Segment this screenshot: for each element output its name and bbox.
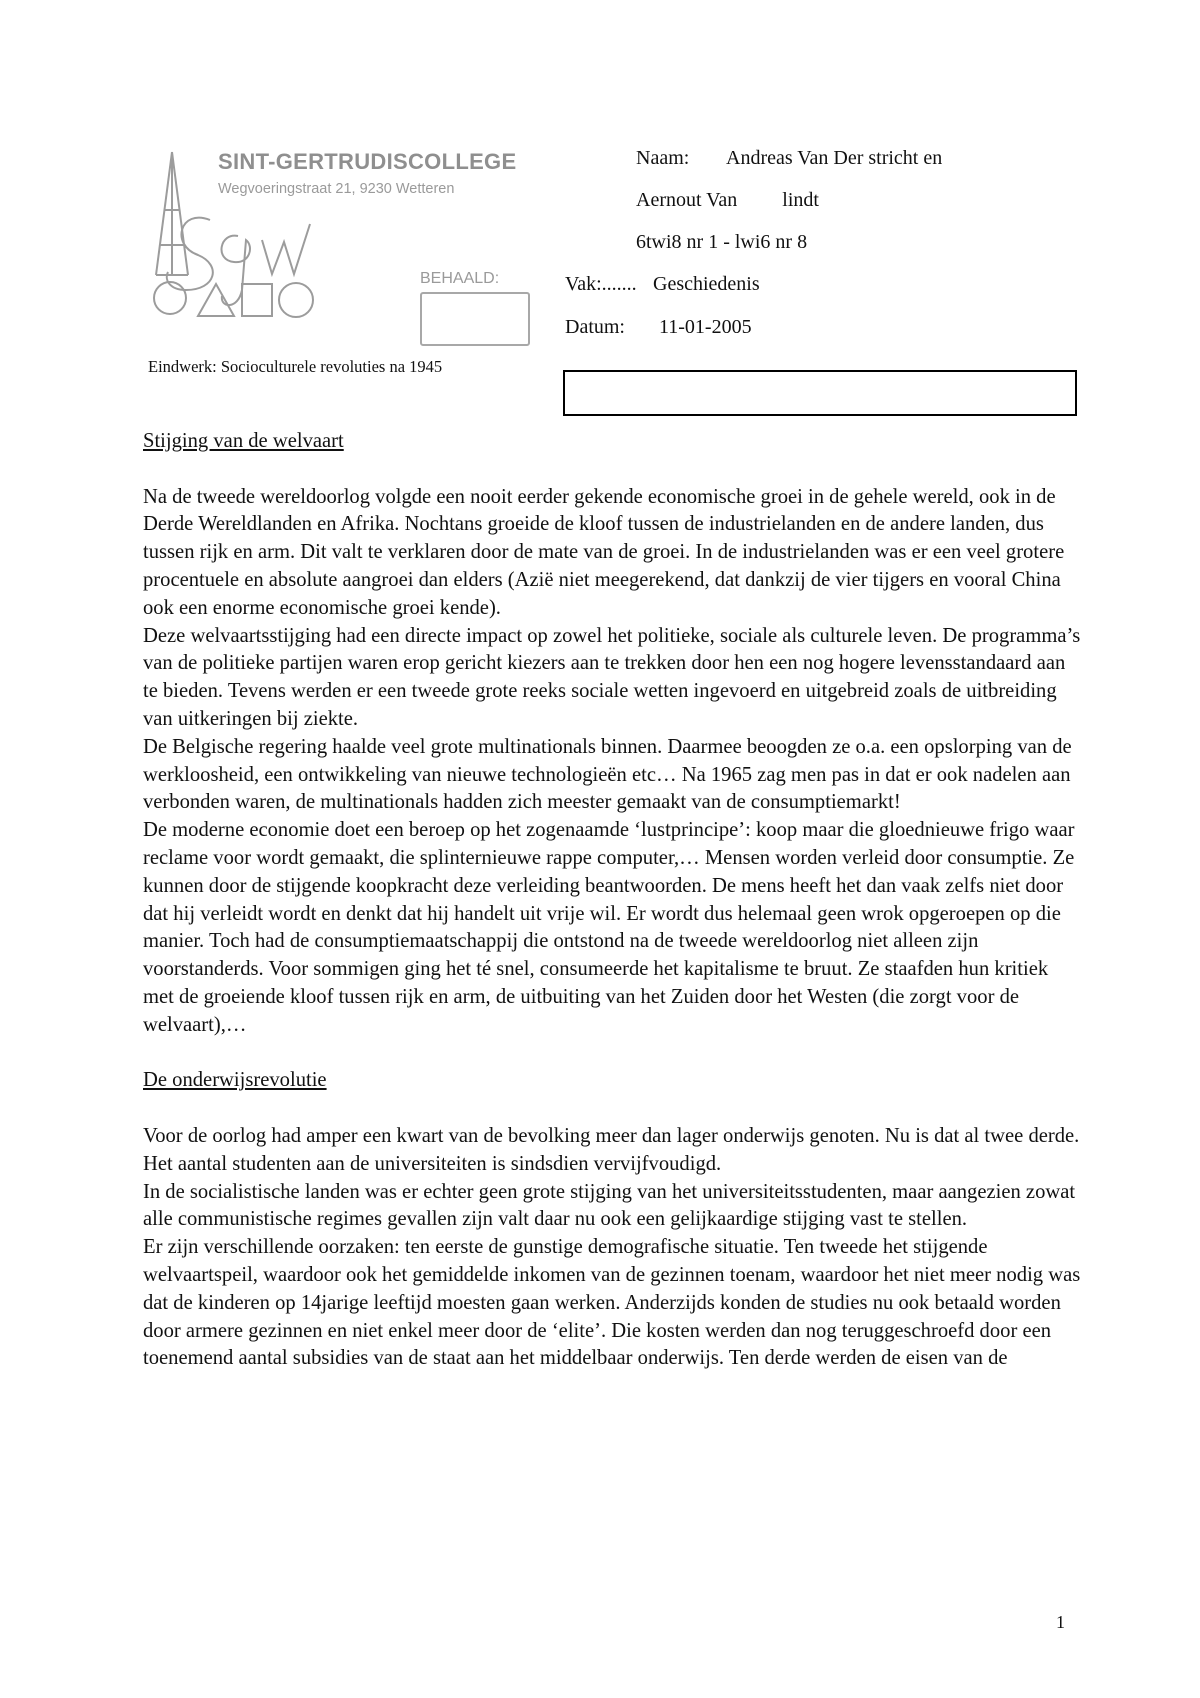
school-name: SINT-GERTRUDISCOLLEGE — [218, 149, 517, 174]
section-onderwijsrevolutie — [143, 1067, 1083, 1373]
paragraph: Na de tweede wereldoorlog volgde een nooit eerder gekende economische groei in de gehele wereld, ook in de Derde Wereldlanden en Afrika. Nochtans groeide de kloof tussen de industrielanden en de andere landen, dus tussen rijk en arm. Dit valt te verklaren door de mate van de groei. In de industrielanden was er een veel grotere procentuele en absolute aangroei dan elders (Azië niet meegerekend, dat dankzij de vier tijgers en vooral China ook een enorme economische groei kende). — [143, 485, 1065, 619]
paragraph: De moderne economie doet een beroep op het zogenaamde ‘lustprincipe’: koop maar die gloednieuwe frigo waar reclame voor wordt gemaakt, die splinternieuwe rappe computer,… Mensen worden verleid door consumptie. Ze kunnen door de stijgende koopkracht deze verleiding beantwoorden. De mens heeft het dan vaak zelfs niet door dat hij verleidt wordt en denkt dat hij handelt uit vrije wil. Er wordt dus helemaal geen wrok opgeroepen op die manier. Toch had de consumptiemaatschappij die ontstond na de tweede wereldoorlog niet alleen zijn voorstanderds. Voor sommigen ging het té snel, consumeerde het kapitalisme te bruut. Ze staafden hun kritiek met de groeiende kloof tussen rijk en arm, de uitbuiting van het Zuiden door het Westen (die zorgt voor de welvaart),… — [143, 819, 1075, 1036]
naam-label: Naam: — [636, 147, 690, 169]
naam-value-2: Aernout Van lindt — [636, 189, 819, 211]
section-heading: Stijging van de welvaart — [143, 430, 344, 452]
behaald-score-box — [420, 292, 530, 346]
page-number: 1 — [1056, 1612, 1065, 1632]
paragraph: Voor de oorlog had amper een kwart van de bevolking meer dan lager onderwijs genoten. Nu is dat al twee derde. Het aantal studenten aan de universiteiten is sindsdien vervijfvoudigd. — [143, 1124, 1080, 1175]
eindwerk-title: Eindwerk: Socioculturele revoluties na 1945 — [148, 357, 443, 376]
datum-value: 11-01-2005 — [659, 316, 752, 338]
behaald-label: BEHAALD: — [420, 270, 500, 287]
section-heading: De onderwijsrevolutie — [143, 1069, 327, 1092]
klas-value: 6twi8 nr 1 - lwi6 nr 8 — [636, 231, 808, 253]
document-body — [143, 428, 1083, 1373]
vak-label: Vak:....... — [565, 273, 637, 295]
section-welvaart — [143, 428, 1083, 1040]
paragraph: Deze welvaartsstijging had een directe impact op zowel het politieke, sociale als culturele leven. De programma’s van de politieke partijen waren erop gericht kiezers aan te trekken door hen een nog hogere levensstandaard aan te bieden. Tevens werden er een tweede grote reeks sociale wetten ingevoerd en uitgebreid zoals de uitbreiding van uitkeringen bij ziekte. — [143, 624, 1081, 730]
result-box — [563, 370, 1077, 416]
datum-label: Datum: — [565, 316, 625, 338]
school-logo-icon — [150, 150, 380, 350]
vak-value: Geschiedenis — [653, 273, 760, 295]
school-address: Wegvoeringstraat 21, 9230 Wetteren — [218, 181, 455, 197]
paragraph: De Belgische regering haalde veel grote multinationals binnen. Daarmee beoogden ze o.a. een opslorping van de werkloosheid, een ontwikkeling van nieuwe technologieën etc… Na 1965 zag men pas in dat er ook nadelen aan verbonden waren, de multinationals hadden zich meester gemaakt van de consumptiemarkt! — [143, 735, 1072, 814]
naam-value: Andreas Van Der stricht en — [726, 147, 943, 169]
paragraph: In de socialistische landen was er echter geen grote stijging van het universiteitsstudenten, maar aangezien zowat alle communistische regimes gevallen zijn valt daar nu ook een gelijkaardige stijging vast te stellen. — [143, 1180, 1076, 1231]
paragraph: Er zijn verschillende oorzaken: ten eerste de gunstige demografische situatie. Ten tweede het stijgende welvaartspeil, waardoor ook het gemiddelde inkomen van de gezinnen toenam, waardoor het niet meer nodig was dat de kinderen op 14jarige leeftijd moesten gaan werken. Anderzijds konden de studies nu ook betaald worden door armere gezinnen en niet enkel meer door de ‘elite’. Die kosten werden dan nog teruggeschroefd door een toenemend aantal subsidies van de staat aan het middelbaar onderwijs. Ten derde werden de eisen van de — [143, 1236, 1081, 1370]
